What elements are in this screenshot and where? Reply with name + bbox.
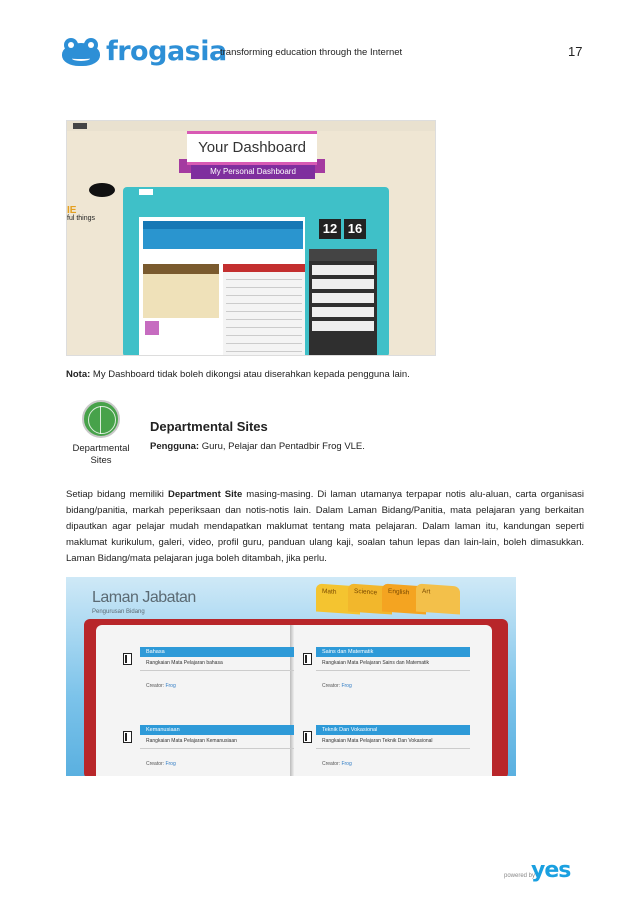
card-creator: Creator: Frog [322, 683, 352, 689]
tagline: transforming education through the Internet [220, 47, 403, 58]
document-icon [303, 731, 312, 743]
edit-button [73, 123, 87, 129]
powered-by-text: powered by [504, 873, 536, 879]
card-title: Bahasa [140, 647, 294, 657]
dashboard-caption: Nota: My Dashboard tidak boleh dikongsi atau diserahkan kepada pengguna lain. [66, 369, 410, 380]
section-title: Departmental Sites [150, 419, 268, 434]
laman-jabatan-screenshot [66, 577, 516, 776]
page-header [0, 0, 638, 90]
screenshot-topbar [67, 121, 435, 131]
card-desc: Rangkaian Mata Pelajaran Teknik Dan Vokasional [322, 738, 433, 744]
clock-hours: 12 [319, 219, 341, 239]
dashboard-screenshot [66, 120, 436, 356]
calendar-widget [223, 264, 305, 356]
card-desc: Rangkaian Mata Pelajaran bahasa [146, 660, 223, 666]
page-number: 17 [568, 44, 583, 59]
card-desc: Rangkaian Mata Pelajaran Sains dan Matematik [322, 660, 430, 666]
card-creator: Creator: Frog [146, 761, 176, 767]
laman-subtitle: Pengurusan Bidang [92, 609, 145, 615]
frogasia-logo [62, 36, 227, 67]
notifications-widget [309, 249, 377, 356]
card-sains-matematik[interactable] [316, 647, 470, 689]
document-icon [303, 653, 312, 665]
card-title: Teknik Dan Vokasional [316, 725, 470, 735]
tab-english: English [382, 583, 426, 614]
card-creator: Creator: Frog [146, 683, 176, 689]
notes-widget [143, 264, 219, 318]
dashboard-banner-title: Your Dashboard [187, 131, 317, 165]
logo-text: frogasia [106, 36, 227, 67]
card-title: Sains dan Matematik [316, 647, 470, 657]
laman-title: Laman Jabatan [92, 589, 196, 606]
clock-minutes: 16 [344, 219, 366, 239]
card-desc: Rangkaian Mata Pelajaran Kemanusiaan [146, 738, 237, 744]
document-icon [123, 653, 132, 665]
card-creator: Creator: Frog [322, 761, 352, 767]
phrase-widget [143, 221, 303, 249]
yes-logo: yes [531, 858, 571, 883]
dashboard-banner-subtitle: My Personal Dashboard [191, 165, 315, 179]
card-title: Kemanusiaan [140, 725, 294, 735]
tab-math: Math [316, 583, 360, 614]
card-kemanusiaan[interactable] [140, 725, 294, 767]
frog-icon [62, 38, 100, 66]
clock-widget [319, 219, 366, 239]
departmental-sites-icon-label: Departmental Sites [72, 443, 130, 466]
card-bahasa[interactable] [140, 647, 294, 689]
tab-art: Art [416, 583, 460, 614]
home-tab [139, 189, 153, 195]
globe-icon [82, 400, 120, 438]
section-body: Setiap bidang memiliki Department Site masing-masing. Di laman utamanya terpapar notis alu-aluan, carta organisasi bidang/panitia, markah peperiksaan dan notis-notis lain. Dalam Laman Bidang/Panitia, mata pelajaran yang berkaitan dipautkan agar pelajar mudah mendapatkan maklumat tentang mata pelajaran. Dalam laman itu, kandungan seperti maklumat kurikulum, galeri, video, profil guru, panduan ulang kaji, soalan tahun lepas dan lain-lain, boleh dimasukkan. Laman Bidang/mata pelajaran juga boleh ditambah, jika perlu. [66, 489, 584, 564]
tab-science: Science [348, 583, 392, 614]
side-text: IE ful things [67, 205, 96, 222]
document-icon [123, 731, 132, 743]
users-line: Pengguna: Guru, Pelajar dan Pentadbir Frog VLE. [150, 441, 365, 452]
speech-cloud-icon [89, 183, 115, 197]
avatar [145, 321, 159, 335]
card-teknik-vokasional[interactable] [316, 725, 470, 767]
